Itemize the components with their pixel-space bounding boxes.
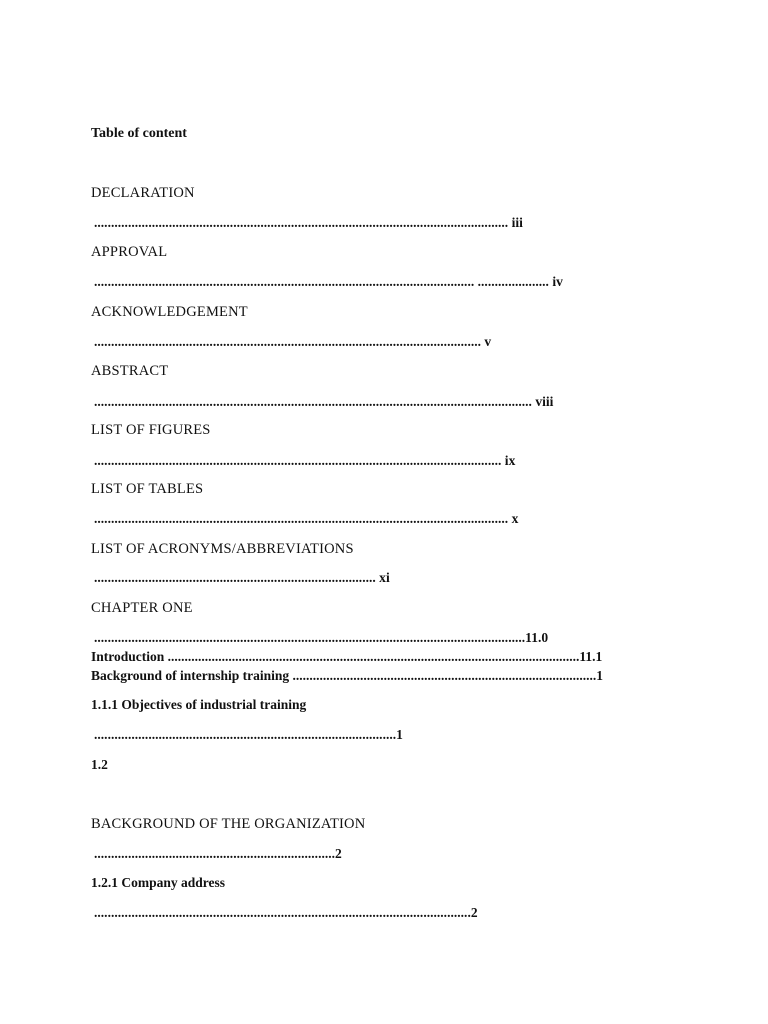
toc-leader-acknowledgement: .................................................................................................................. v	[94, 334, 492, 349]
toc-leader-declaration: .......................................................................................................................... iii	[94, 215, 523, 230]
toc-leader-company-address: ...............................................................................................................2	[94, 905, 478, 920]
toc-leader-list-of-figures: ........................................................................................................................ ix	[94, 453, 516, 468]
toc-heading-background-org: BACKGROUND OF THE ORGANIZATION	[91, 816, 366, 832]
toc-entry-section-1-2: 1.2	[91, 757, 108, 772]
toc-entry-introduction: Introduction ..........................................................................................................................11.1	[91, 649, 603, 664]
toc-title: Table of content	[91, 126, 187, 141]
toc-heading-list-of-figures: LIST OF FIGURES	[91, 422, 211, 438]
toc-heading-approval: APPROVAL	[91, 244, 168, 260]
toc-leader-list-of-tables: .......................................................................................................................... x	[94, 511, 519, 526]
toc-leader-objectives: .........................................................................................1	[94, 727, 403, 742]
toc-entry-company-address: 1.2.1 Company address	[91, 875, 226, 890]
toc-leader-chapter-one: ...............................................................................................................................11.0	[94, 630, 549, 645]
toc-heading-abstract: ABSTRACT	[91, 363, 169, 379]
toc-heading-declaration: DECLARATION	[91, 185, 195, 201]
toc-leader-acronyms: ................................................................................... xi	[94, 570, 390, 585]
toc-heading-acronyms: LIST OF ACRONYMS/ABBREVIATIONS	[91, 541, 354, 557]
toc-heading-chapter-one: CHAPTER ONE	[91, 600, 193, 616]
toc-heading-acknowledgement: ACKNOWLEDGEMENT	[91, 304, 248, 320]
toc-entry-objectives: 1.1.1 Objectives of industrial training	[91, 697, 307, 712]
toc-leader-background-org: .......................................................................2	[94, 846, 342, 861]
toc-leader-abstract: ................................................................................................................................. viii	[94, 394, 554, 409]
toc-leader-approval: ................................................................................................................ ..................... iv	[94, 274, 563, 289]
toc-entry-background-internship: Background of internship training ..........................................................................................1	[91, 668, 604, 683]
toc-heading-list-of-tables: LIST OF TABLES	[91, 481, 204, 497]
